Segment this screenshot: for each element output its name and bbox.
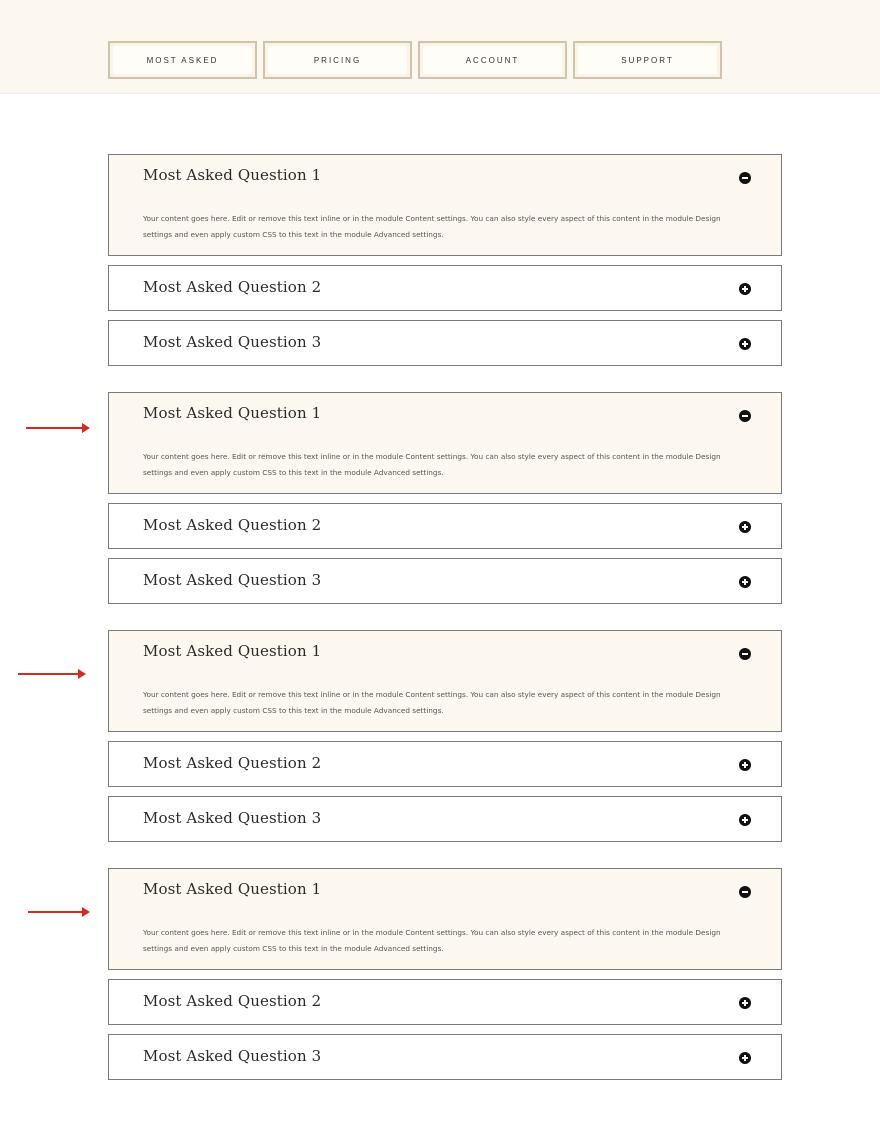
plus-circle-icon[interactable] [739, 814, 751, 826]
accordion-item[interactable] [108, 1034, 782, 1080]
tab-support[interactable]: SUPPORT [573, 41, 722, 79]
accordion-question[interactable]: Most Asked Question 3 [143, 333, 322, 351]
accordion-group-4 [108, 868, 782, 1089]
plus-circle-icon[interactable] [739, 338, 751, 350]
accordion-group-3 [108, 630, 782, 851]
accordion-group-2 [108, 392, 782, 613]
tab-most-asked[interactable]: MOST ASKED [108, 41, 257, 79]
accordion-answer: Your content goes here. Edit or remove this text inline or in the module Content settings. You can also style every aspect of this content in the module Design settings and even apply custom CSS to this text in the module Advanced settings. [143, 452, 721, 477]
accordion-group-1 [108, 154, 782, 375]
accordion-item[interactable] [108, 320, 782, 366]
header-bar [0, 0, 880, 94]
accordion-question[interactable]: Most Asked Question 1 [143, 880, 322, 898]
accordion-answer: Your content goes here. Edit or remove this text inline or in the module Content settings. You can also style every aspect of this content in the module Design settings and even apply custom CSS to this text in the module Advanced settings. [143, 690, 721, 715]
plus-circle-icon[interactable] [739, 1052, 751, 1064]
accordion-question[interactable]: Most Asked Question 1 [143, 166, 322, 184]
accordion-question[interactable]: Most Asked Question 2 [143, 992, 322, 1010]
arrow-right-icon [18, 673, 84, 675]
accordion-item[interactable] [108, 265, 782, 311]
accordion-item[interactable] [108, 979, 782, 1025]
accordion-question[interactable]: Most Asked Question 3 [143, 809, 322, 827]
plus-circle-icon[interactable] [739, 997, 751, 1009]
minus-circle-icon[interactable] [739, 410, 751, 422]
minus-circle-icon[interactable] [739, 648, 751, 660]
accordion-item[interactable] [108, 503, 782, 549]
accordion-question[interactable]: Most Asked Question 2 [143, 516, 322, 534]
arrow-right-icon [26, 427, 88, 429]
plus-circle-icon[interactable] [739, 576, 751, 588]
accordion-item[interactable] [108, 392, 782, 494]
accordion-answer: Your content goes here. Edit or remove this text inline or in the module Content settings. You can also style every aspect of this content in the module Design settings and even apply custom CSS to this text in the module Advanced settings. [143, 928, 721, 953]
accordion-question[interactable]: Most Asked Question 2 [143, 754, 322, 772]
accordion-question[interactable]: Most Asked Question 3 [143, 571, 322, 589]
minus-circle-icon[interactable] [739, 172, 751, 184]
accordion-item[interactable] [108, 741, 782, 787]
accordion-answer: Your content goes here. Edit or remove this text inline or in the module Content settings. You can also style every aspect of this content in the module Design settings and even apply custom CSS to this text in the module Advanced settings. [143, 214, 721, 239]
arrow-right-icon [28, 911, 88, 913]
accordion-question[interactable]: Most Asked Question 2 [143, 278, 322, 296]
minus-circle-icon[interactable] [739, 886, 751, 898]
tab-account[interactable]: ACCOUNT [418, 41, 567, 79]
accordion-question[interactable]: Most Asked Question 1 [143, 642, 322, 660]
accordion-item[interactable] [108, 558, 782, 604]
accordion-question[interactable]: Most Asked Question 1 [143, 404, 322, 422]
plus-circle-icon[interactable] [739, 283, 751, 295]
accordion-question[interactable]: Most Asked Question 3 [143, 1047, 322, 1065]
accordion-item[interactable] [108, 868, 782, 970]
accordion-item[interactable] [108, 630, 782, 732]
plus-circle-icon[interactable] [739, 759, 751, 771]
accordion-item[interactable] [108, 154, 782, 256]
plus-circle-icon[interactable] [739, 521, 751, 533]
tab-pricing[interactable]: PRICING [263, 41, 412, 79]
accordion-item[interactable] [108, 796, 782, 842]
